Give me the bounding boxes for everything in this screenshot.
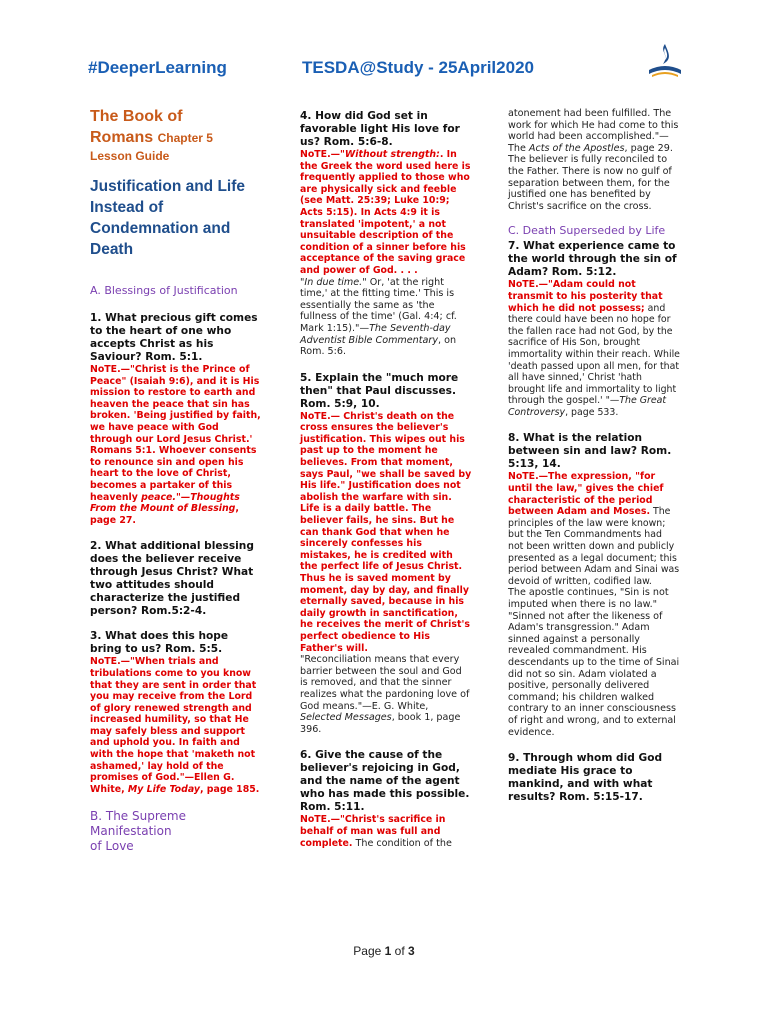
note-4-label: NoTE.—": [300, 149, 345, 160]
book-title-line2: Romans: [90, 129, 154, 146]
column-left: [90, 106, 262, 854]
section-a-heading: A. Blessings of Justification: [90, 284, 238, 297]
note-4-text: . In the Greek the word used here is frequently applied to those who are physically sick and feeble (see Matt. 25:39; Luke 10:9; Acts 5:15). In Acts 4:9 it is translated 'impotent,' a not unsuitable description of the condition of a sinner before his acceptance of the saving grace and power of God. . . .: [300, 149, 471, 276]
paragraph-4-text: " Or, 'at the right time,' at the fitting time.' This is essentially the same as 'the fullness of the time' (Gal. 4:4; cf. Mark 1:15)."—: [300, 276, 457, 334]
paragraph-5-ref: , book 1, page 396.: [300, 712, 461, 735]
section-b-heading: [90, 809, 262, 854]
book-title-line1: The Book of: [90, 108, 183, 125]
note-6: [300, 814, 472, 849]
note-5: NoTE.— Christ's death on the cross ensures the believer's justification. This wipes out his past up to the moment he believes. From that moment, says Paul, "we shall be saved by His life." Justification does not abolish the warfare with sin. Life is a daily battle. The believer fails, he sins. But he can thank God that when he sincerely confesses his mistakes, he is credited with the perfect life of Jesus Christ. Thus he is saved moment by moment, day by day, and finally eternally saved, because in his daily growth in sanctification, he receives the merit of Christ's perfect obedience to His Father's will.: [300, 410, 472, 654]
note-7-continuation: and there could have been no hope for the fallen race had not God, by the sacrifice of His Son, brought immortality within their reach. While 'death passed upon all men, for that all have sinned,' Christ 'hath brought life and immortality to light through the gospel.' "—: [508, 302, 680, 407]
paragraph-4-term: "In due time.: [300, 276, 363, 288]
lesson-guide-label: Lesson Guide: [90, 149, 170, 163]
note-4: [300, 149, 472, 277]
paragraph-top-page: , page 29.: [624, 142, 673, 154]
note-1-text: NoTE.—"Christ is the Prince of Peace" (Isaiah 9:6), and it is His mission to restore to earth and heaven the peace that sin has broken. 'Being justified by faith, we have peace with God through our Lord Jesus Christ.' Romans 5:1. Whoever consents to renounce sin and open his heart to the love of Christ, becomes a partaker of this heavenly: [90, 364, 261, 503]
note-3-page: , page 185.: [199, 783, 260, 795]
note-8-continuation: The principles of the law were known; but the Ten Commandments had not been written down and publicly presented as a legal document; this period between Adam and Sinai was devoid of written, codified law.: [508, 506, 680, 587]
of-word: of: [391, 944, 409, 958]
note-1-source: peace."—Thoughts From the Mount of Blessing: [90, 491, 240, 515]
paragraph-top-source: Acts of the Apostles: [528, 142, 625, 154]
page-number: 1: [384, 944, 392, 958]
question-6: 6. Give the cause of the believer's rejoicing in God, and the name of the agent who has made this possible. Rom. 5:11.: [300, 749, 470, 814]
note-6-text: NoTE.—"Christ's sacrifice in behalf of man was full and complete.: [300, 814, 446, 849]
note-7-text: NoTE.—"Adam could not transmit to his posterity that which he did not possess;: [508, 279, 663, 314]
note-8: [508, 471, 680, 587]
paragraph-5-text: "Reconciliation means that every barrier between the soul and God is removed, and that the sinner realizes what the pardoning love of God means."—E. G. White,: [300, 654, 470, 712]
question-8: 8. What is the relation between sin and law? Rom. 5:13, 14.: [508, 432, 672, 471]
paragraph-5-source: Selected Messages: [300, 712, 392, 724]
page-header: [88, 56, 678, 86]
paragraph-reconciled: The believer is fully reconciled to the Father. There is now no gulf of separation between them, for the justified one has benefited by Christ's sacrifice on the cross.: [508, 154, 672, 212]
lesson-title: Justification and Life Instead of Condemnation and Death: [90, 178, 246, 258]
question-4: 4. How did God set in favorable light His love for us? Rom. 5:6-8.: [300, 110, 460, 148]
question-5: 5. Explain the "much more then" that Paul discusses. Rom. 5:9, 10.: [300, 371, 459, 410]
section-b-line1: B. The Supreme: [90, 809, 186, 824]
column-right: [508, 108, 680, 804]
note-8-text: NoTE.—The expression, "for until the law," gives the chief characteristic of the period between Adam and Moses.: [508, 471, 664, 518]
note-3: [90, 656, 262, 795]
paragraph-top: [508, 108, 680, 154]
church-flame-book-icon: [646, 40, 684, 80]
section-b-line2: Manifestation: [90, 824, 172, 839]
book-title: [90, 106, 262, 149]
section-b-line3: of Love: [90, 839, 134, 854]
question-1: 1. What precious gift comes to the heart of one who accepts Christ as his Saviour? Rom. 5:1.: [90, 312, 258, 363]
question-2: 2. What additional blessing does the believer receive through Jesus Christ? What two attitudes should characterize the justified person? Rom.5:2-4.: [90, 540, 254, 618]
paragraph-4-ref: , on Rom. 5:6.: [300, 334, 457, 358]
note-7: [508, 279, 680, 418]
hashtag-label: #DeeperLearning: [88, 58, 227, 77]
paragraph-4-source: The Seventh-day Adventist Bible Commentary: [300, 322, 451, 346]
note-7-source: The Great Controversy: [508, 395, 667, 418]
question-9: 9. Through whom did God mediate His grace to mankind, and with what results? Rom. 5:15-17.: [508, 752, 663, 804]
paragraph-top-text: atonement had been fulfilled. The work for which He had come to this world had been accomplished."—The: [508, 108, 679, 154]
paragraph-8: The apostle continues, "Sin is not imputed when there is no law." "Sinned not after the likeness of Adam's transgression." Adam sinned against a personally revealed commandment. His descendants up to the time of Sinai did not so sin. Adam violated a positive, personally delivered command; his children walked contrary to an inner consciousness of right and wrong, and to external evidence.: [508, 587, 680, 738]
question-7: 7. What experience came to the world through the sin of Adam? Rom. 5:12.: [508, 240, 677, 279]
page-word: Page: [353, 944, 385, 958]
note-1-page: , page 27.: [90, 503, 239, 526]
column-middle: [300, 110, 472, 849]
paragraph-4: [300, 277, 472, 358]
note-3-source: My Life Today: [127, 783, 200, 795]
study-date-label: TESDA@Study - 25April2020: [302, 58, 534, 77]
page-total: 3: [408, 944, 415, 958]
page-footer: [0, 944, 768, 958]
note-1: [90, 364, 262, 526]
chapter-label: Chapter 5: [157, 131, 213, 145]
question-3: 3. What does this hope bring to us? Rom. 5:5.: [90, 630, 229, 656]
note-4-term: Without strength:: [344, 149, 440, 160]
paragraph-5: [300, 654, 472, 735]
note-7-page: , page 533.: [565, 406, 619, 418]
note-6-continuation: The condition of the: [352, 837, 452, 849]
section-c-heading: C. Death Superseded by Life: [508, 224, 666, 238]
note-3-text: NoTE.—"When trials and tribulations come to you know that they are sent in order that you may receive from the Lord of glory renewed strength and increased humility, so that He may safely bless and support and uphold you. In faith and with the hope that 'maketh not ashamed,' lay hold of the promises of God."—Ellen G. White,: [90, 656, 257, 795]
